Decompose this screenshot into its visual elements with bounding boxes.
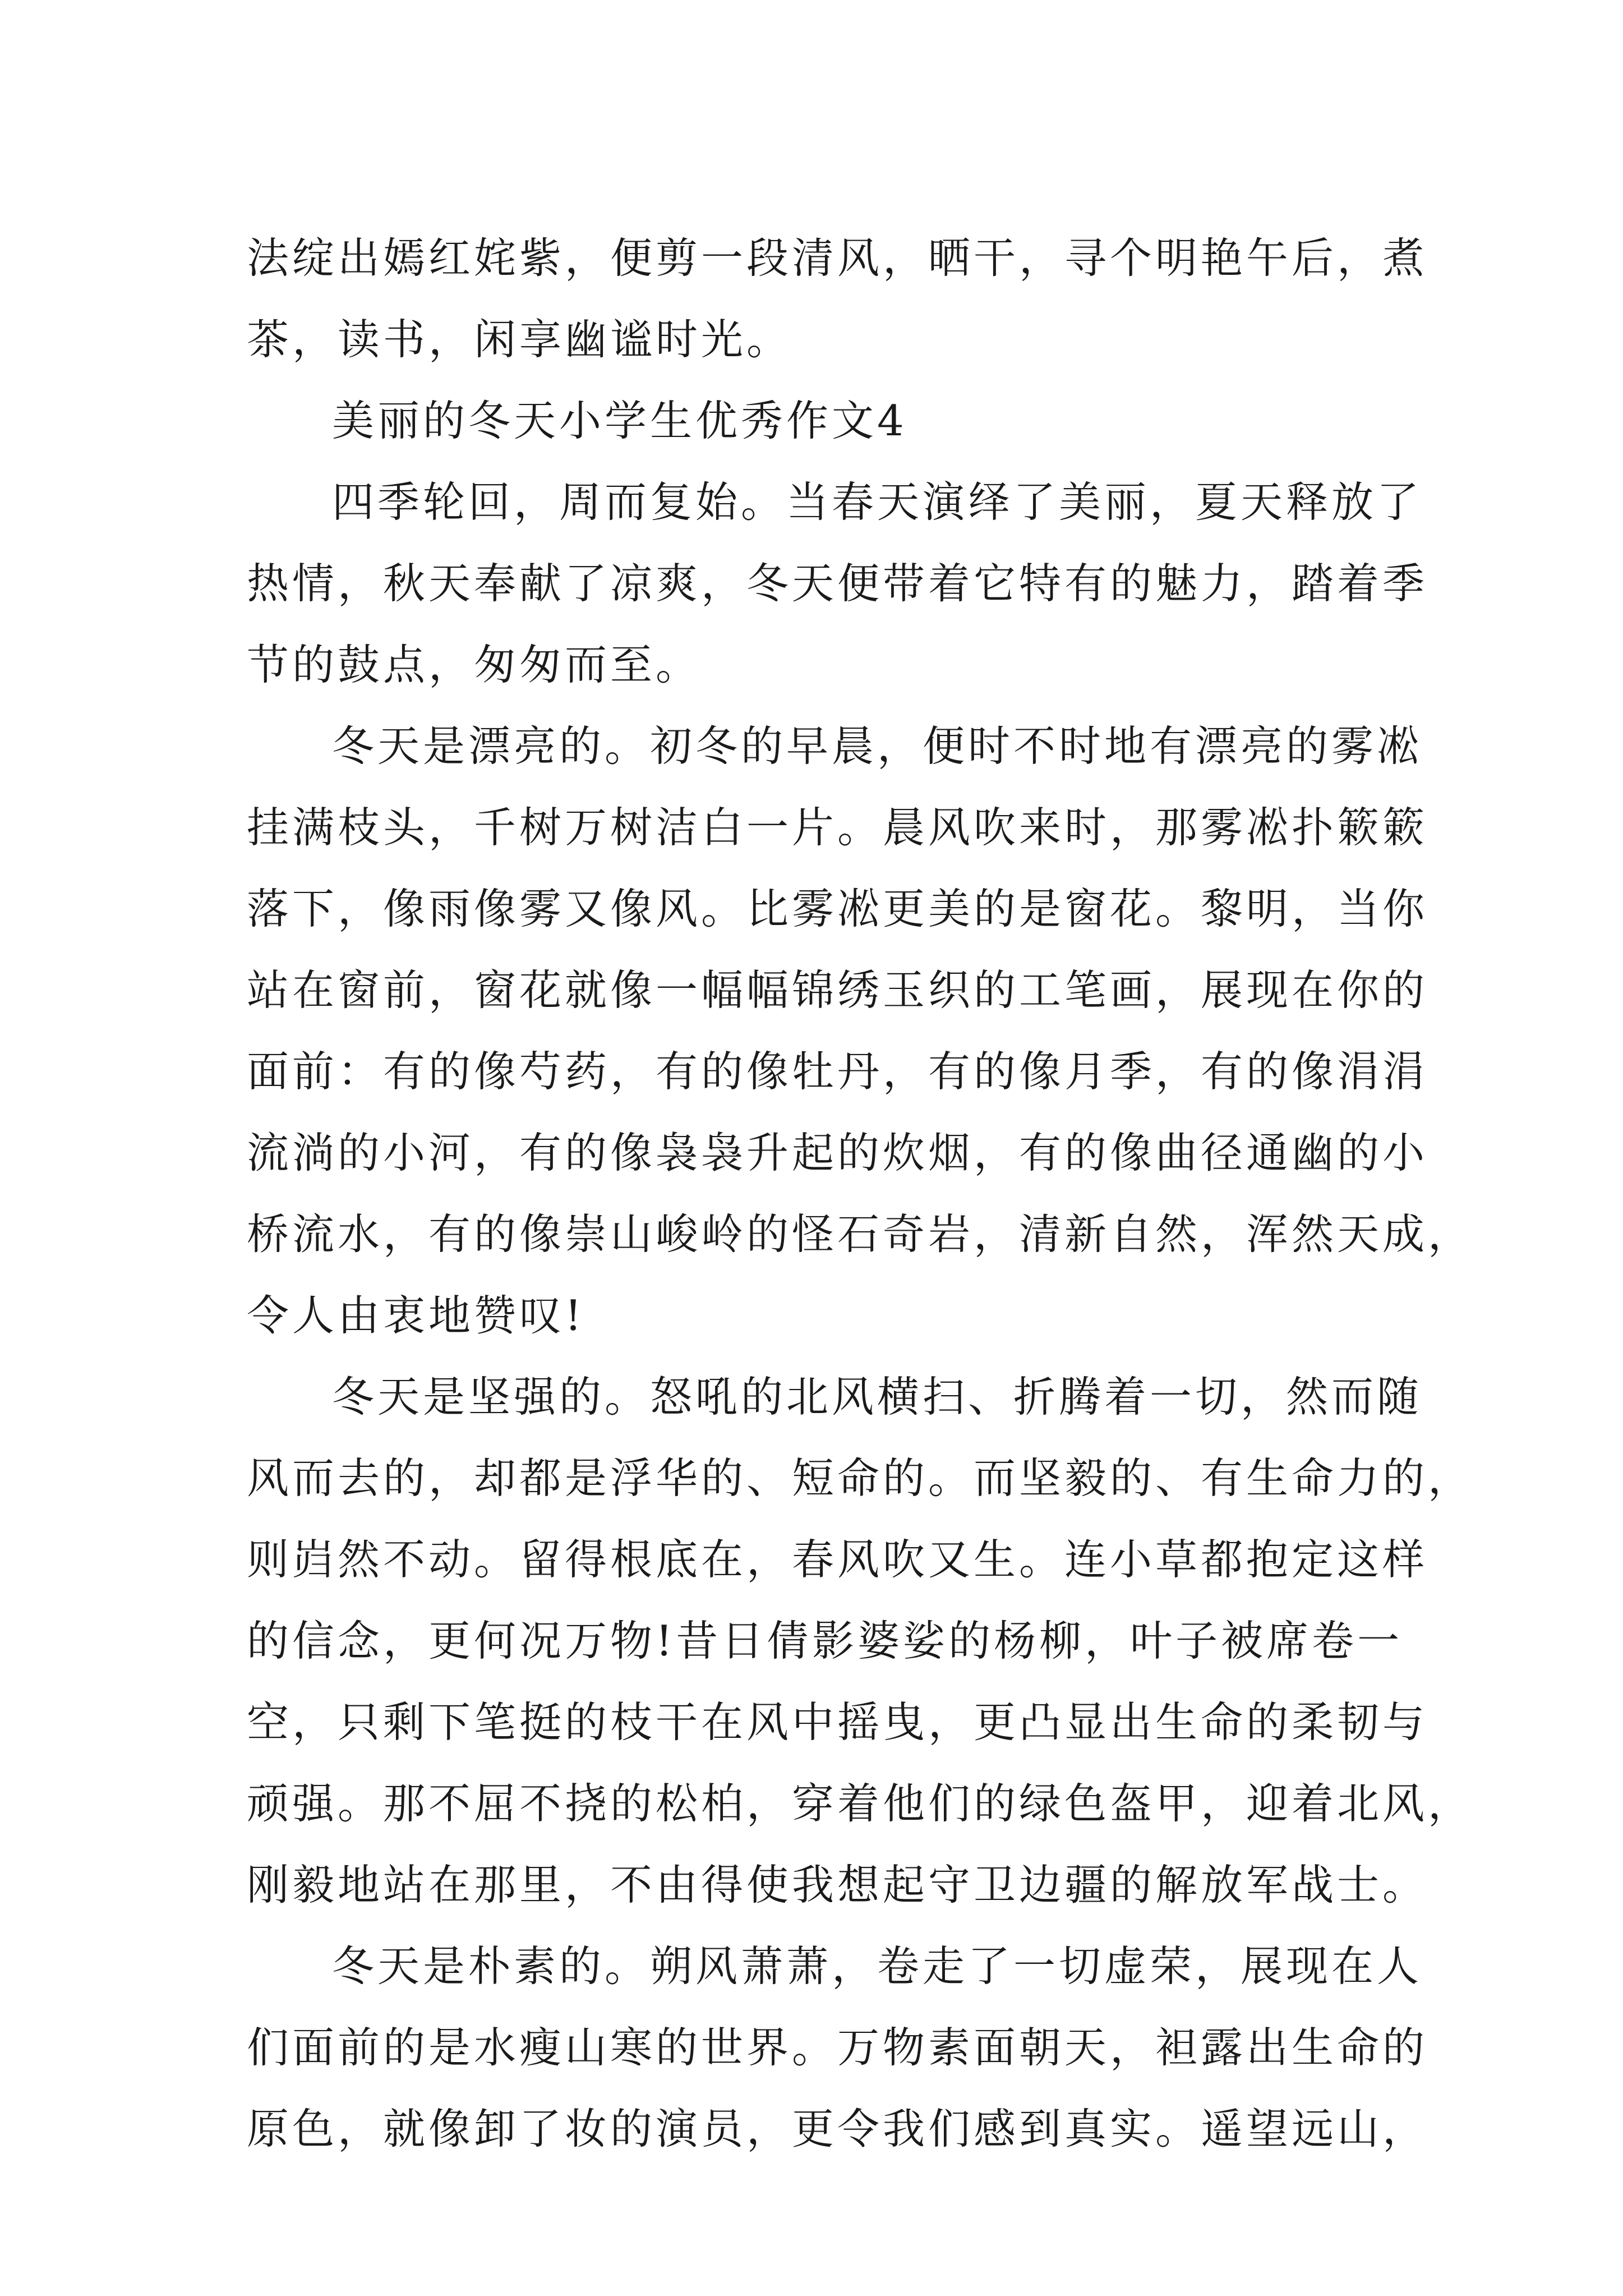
text-line: 面前：有的像芍药，有的像牡丹，有的像月季，有的像涓涓 xyxy=(247,1047,1428,1096)
text-line: 空，只剩下笔挺的枝干在风中摇曳，更凸显出生命的柔韧与 xyxy=(247,1697,1428,1747)
text-line: 四季轮回，周而复始。当春天演绎了美丽，夏天释放了 xyxy=(332,477,1423,527)
text-line: 热情，秋天奉献了凉爽，冬天便带着它特有的魅力，踏着季 xyxy=(247,559,1428,608)
text-line: 风而去的，却都是浮华的、短命的。而坚毅的、有生命力的， xyxy=(247,1453,1474,1503)
text-line: 挂满枝头，千树万树洁白一片。晨风吹来时，那雾凇扑簌簌 xyxy=(247,803,1428,852)
document-body xyxy=(247,218,1474,2170)
text-line: 令人由衷地赞叹! xyxy=(247,1291,585,1340)
paragraph xyxy=(247,1926,1428,2170)
text-line: 冬天是坚强的。怒吼的北风横扫、折腾着一切，然而随 xyxy=(332,1372,1423,1421)
text-line: 顽强。那不屈不挠的松柏，穿着他们的绿色盔甲，迎着北风， xyxy=(247,1779,1474,1828)
text-line: 的信念，更何况万物!昔日倩影婆娑的杨柳，叶子被席卷一 xyxy=(247,1616,1403,1665)
text-line: 冬天是朴素的。朔风萧萧，卷走了一切虚荣，展现在人 xyxy=(332,1941,1423,1991)
text-line: 们面前的是水瘦山寒的世界。万物素面朝天，袒露出生命的 xyxy=(247,2023,1428,2072)
paragraph-continuation xyxy=(247,218,1428,380)
paragraph xyxy=(247,706,1474,1356)
text-line: 法绽出嫣红姹紫，便剪一段清风，晒干，寻个明艳午后，煮 xyxy=(247,233,1428,283)
text-line: 站在窗前，窗花就像一幅幅锦绣玉织的工笔画，展现在你的 xyxy=(247,965,1428,1015)
text-line: 节的鼓点，匆匆而至。 xyxy=(247,640,702,689)
text-line: 则岿然不动。留得根底在，春风吹又生。连小草都抱定这样 xyxy=(247,1535,1428,1584)
essay-title: 美丽的冬天小学生优秀作文4 xyxy=(332,396,907,445)
paragraph xyxy=(247,462,1428,706)
essay-heading xyxy=(247,380,1380,462)
text-line: 流淌的小河，有的像袅袅升起的炊烟，有的像曲径通幽的小 xyxy=(247,1128,1428,1177)
text-line: 茶，读书，闲享幽谧时光。 xyxy=(247,315,792,364)
text-line: 冬天是漂亮的。初冬的早晨，便时不时地有漂亮的雾凇 xyxy=(332,721,1423,771)
text-line: 刚毅地站在那里，不由得使我想起守卫边疆的解放军战士。 xyxy=(247,1860,1428,1910)
text-line: 落下，像雨像雾又像风。比雾凇更美的是窗花。黎明，当你 xyxy=(247,884,1428,933)
text-line: 原色，就像卸了妆的演员，更令我们感到真实。遥望远山， xyxy=(247,2104,1428,2154)
paragraph xyxy=(247,1356,1474,1926)
text-line: 桥流水，有的像崇山峻岭的怪石奇岩，清新自然，浑然天成， xyxy=(247,1209,1474,1259)
